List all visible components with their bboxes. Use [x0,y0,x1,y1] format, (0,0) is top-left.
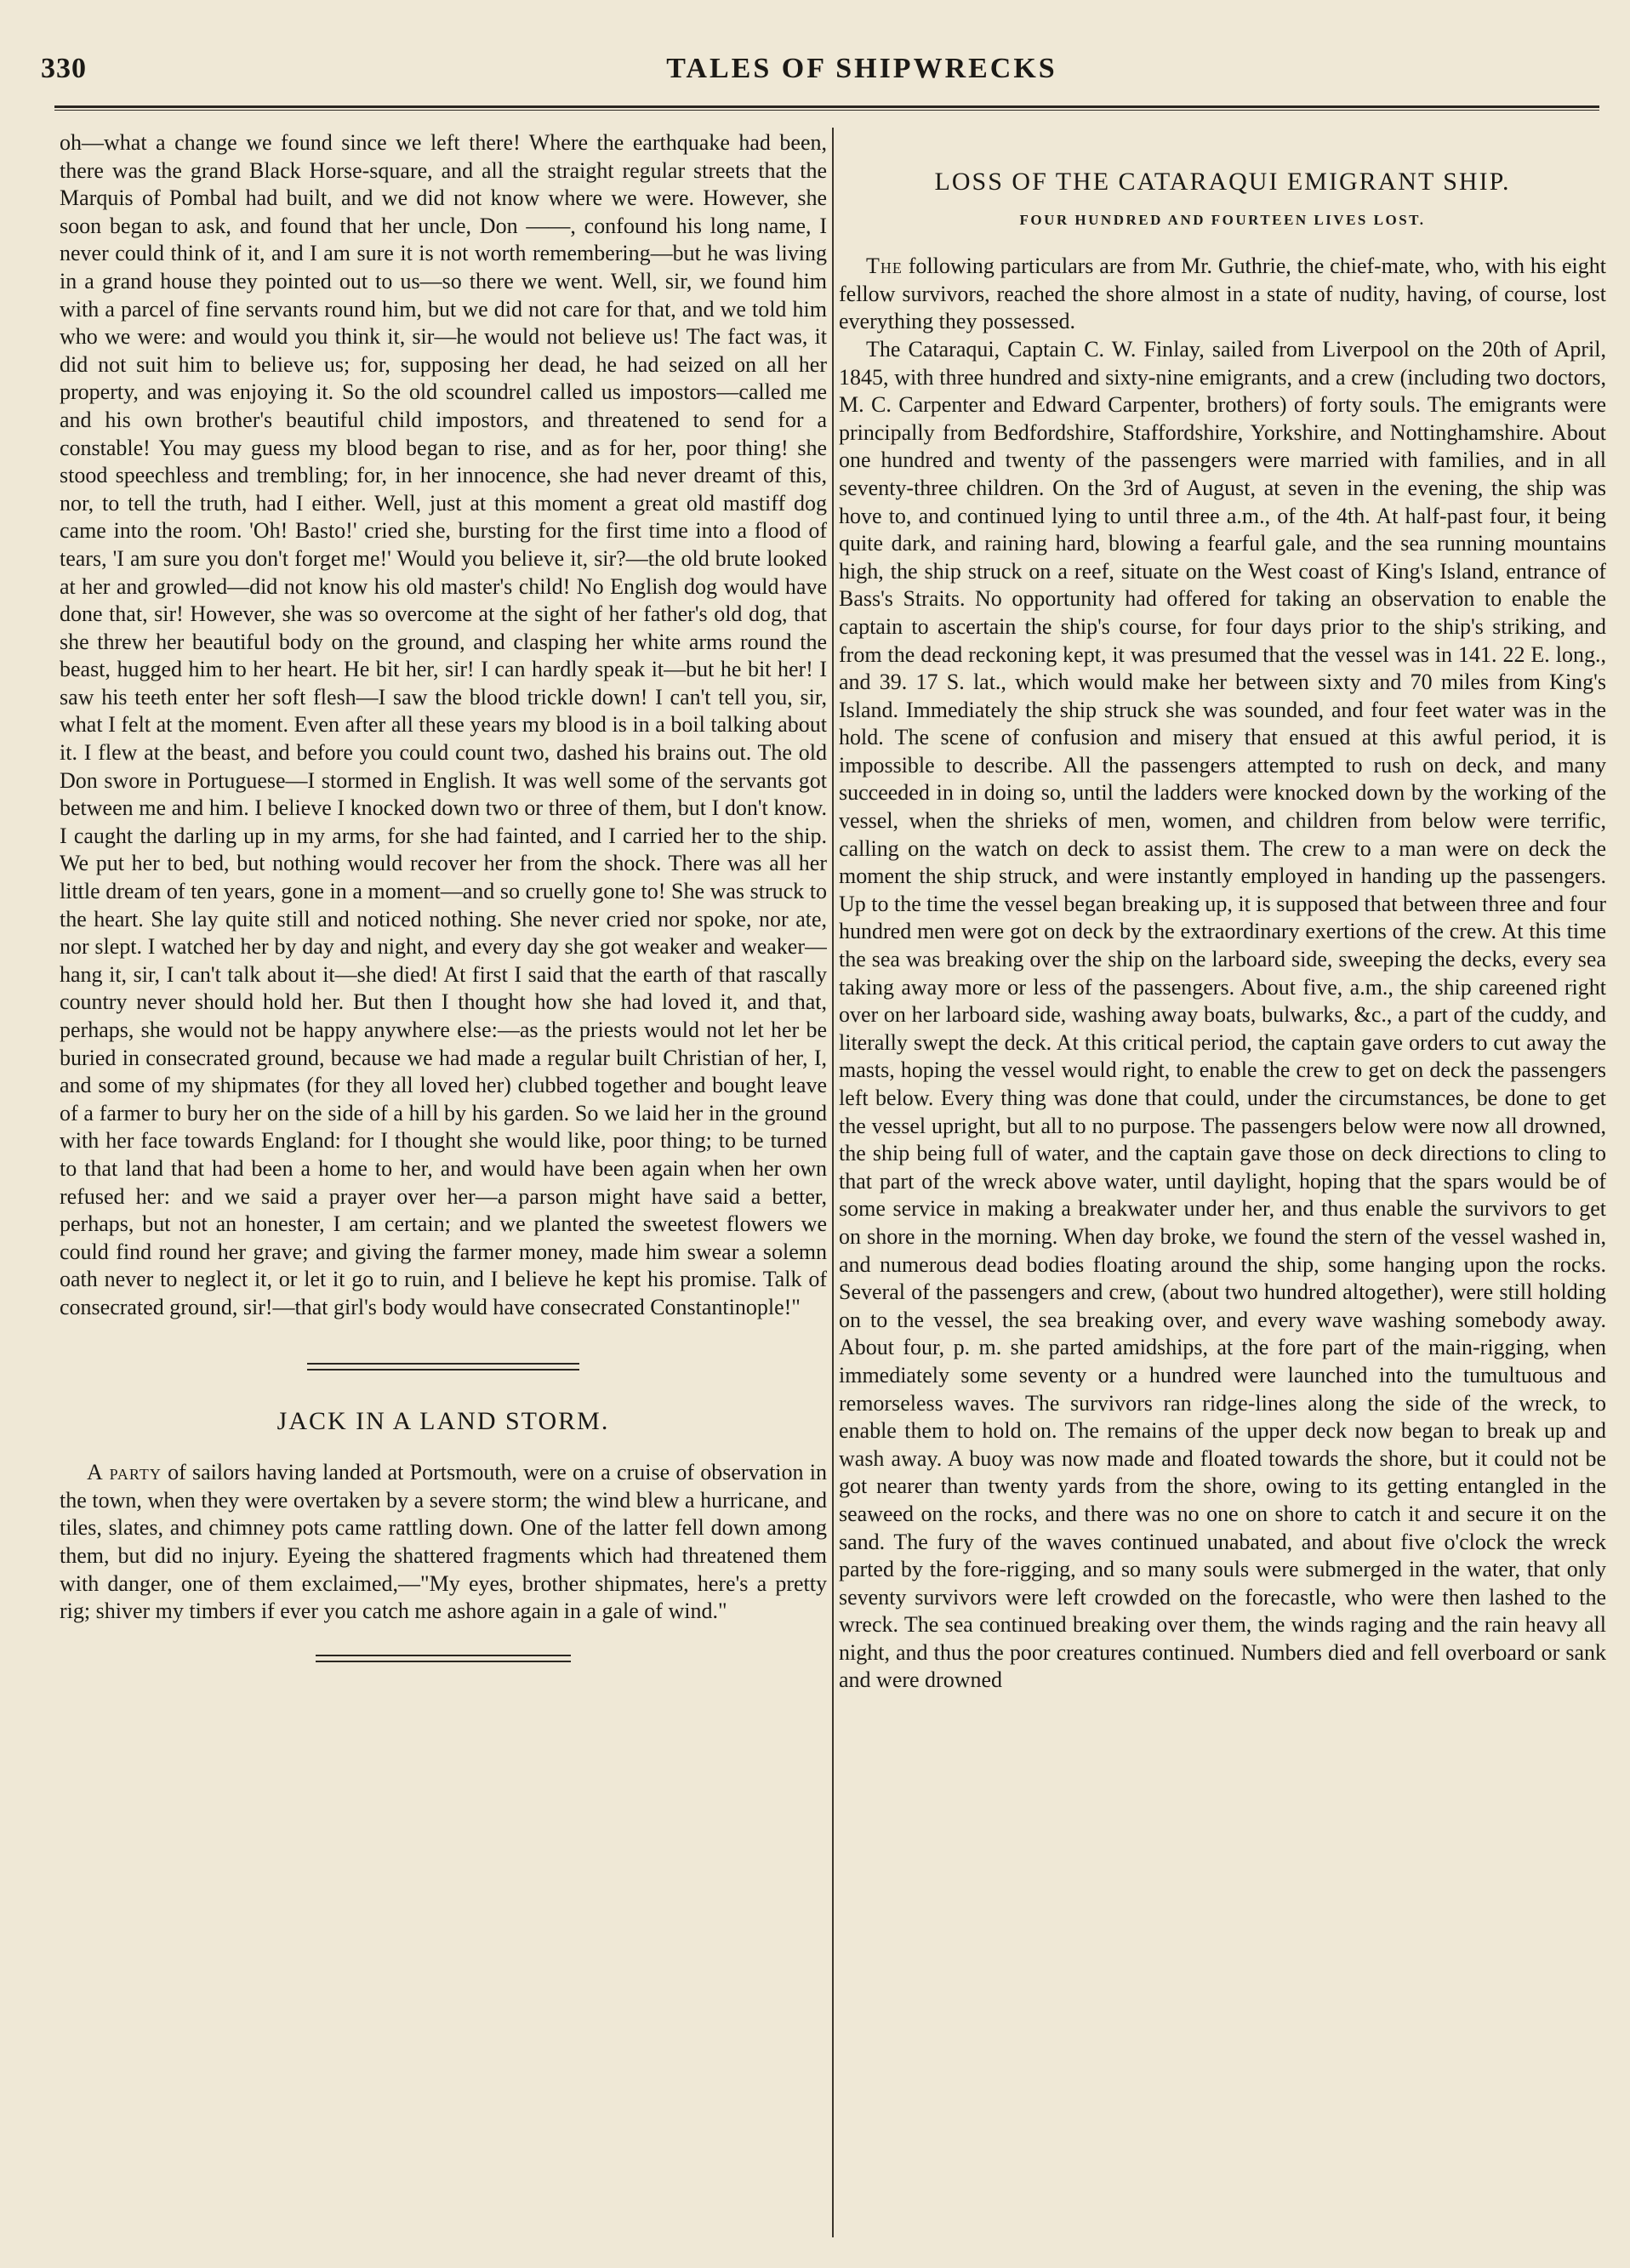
jack-lead-words: A party [87,1460,162,1485]
jack-body: of sailors having landed at Portsmouth, were on a cruise of observation in the town, when they were overtaken by a severe storm; the wind blew a hurricane, and tiles, slates, and chimney pots came rattling down. One of the latter fell down among them, but did no injury. Eyeing the shattered fragments which had threatened them with danger, one of them exclaimed,—"My eyes, brother shipmates, here's a pretty rig; shiver my timbers if ever you catch me ashore again in a gale of wind." [60,1460,827,1624]
jack-heading: JACK IN A LAND STORM. [276,1406,610,1435]
story-continuation: oh—what a change we found since we left there! Where the earthquake had been, there was the grand Black Horse-square, and all the straight regular streets that the Marquis of Pombal had built, and we did not know where we were. However, she soon began to ask, and found that her uncle, Don ——, confound his long name, I never could think of it, and I am sure it is not worth remembering—but he was living in a grand house they pointed out to us—so there we went. Well, sir, we found him with a parcel of fine servants round him, but we did not care for that, and we told him who we were: and would you think it, sir—he would not believe us! The fact was, it did not suit him to believe us; for, supposing her dead, he had seized on all her property, and was enjoying it. So the old scoundrel called us impostors—called me and his own brother's beautiful child impostors, and threatened to send for a constable! You may guess my blood began to rise, and as for her, poor thing! she stood speechless and trembling; for, in her innocence, she had never dreamt of this, nor, to tell the truth, had I either. Well, just at this moment a great old mastiff dog came into the room. 'Oh! Basto!' cried she, bursting for the first time into a flood of tears, 'I am sure you don't forget me!' Would you believe it, sir?—the old brute looked at her and growled—did not know his old master's child! No English dog would have done that, sir! However, she was so overcome at the sight of her father's old dog, that she threw her beautiful body on the ground, and clasping her white arms round the beast, hugged him to her heart. He bit her, sir! I can hardly speak it—but he bit her! I saw his teeth enter her soft flesh—I saw the blood trickle down! I can't tell you, sir, what I felt at the moment. Even after all these years my blood is in a boil talking about it. I flew at the beast, and before you could count two, dashed his brains out. The old Don swore in Portuguese—I stormed in English. It was well some of the servants got between me and him. I believe I knocked down two or three of them, but I don't know. I caught the darling up in my arms, for she had fainted, and I carried her to the ship. We put her to bed, but nothing would recover her from the shock. There was all her little dream of ten years, gone in a moment—and so cruelly gone to! She was struck to the heart. She lay quite still and noticed nothing. She never cried nor spoke, nor ate, nor slept. I watched her by day and night, and every day she got weaker and weaker—hang it, sir, I can't talk about it—she died! At first I said that the earth of that rascally country never should hold her. But then I thought how she had loved it, and that, perhaps, she would not be happy anywhere else:—as the priests would not let her be buried in consecrated ground, because we had made a regular built Christian of her, I, and some of my shipmates (for they all loved her) clubbed together and bought leave of a farmer to bury her on the side of a hill by his garden. So we laid her in the ground with her face towards England: for I thought she would like, poor thing; to be turned to that land that had been a home to her, and would have been again when her own refused her: and we said a prayer over her—a parson might have said a better, perhaps, but not an honester, I am certain; and we planted the sweetest flowers we could find round her grave; and giving the farmer money, made him swear a solemn oath never to neglect it, or let it go to ruin, and I believe he kept his promise. Talk of consecrated ground, sir!—that girl's body would have consecrated Constantinople!" [60,130,827,1319]
cataraqui-intro [839,253,1606,336]
right-column [839,129,1606,2239]
end-divider [316,1655,571,1662]
cataraqui-subheading: FOUR HUNDRED AND FOURTEEN LIVES LOST. [1019,211,1426,228]
running-title: TALES OF SHIPWRECKS [666,53,1057,84]
cataraqui-heading: LOSS OF THE CATARAQUI EMIGRANT SHIP. [934,168,1511,196]
intro-lead-word: The [866,254,903,279]
running-head [0,53,1630,90]
intro-body: following particulars are from Mr. Guthrie, the chief-mate, who, with his eight fellow survivors, reached the shore almost in a state of nudity, having, of course, lost everything they possessed. [839,254,1606,334]
header-rule [54,105,1599,111]
page-number: 330 [41,53,87,84]
cataraqui-account: The Cataraqui, Captain C. W. Finlay, sailed from Liverpool on the 20th of April, 1845, with three hundred and sixty-nine emigrants, and a crew (including two doctors, M. C. Carpenter and Edward Carpenter, brothers) of forty souls. The emigrants were principally from Bedfordshire, Staffordshire, Yorkshire, and Nottinghamshire. About one hundred and twenty of the passengers were married with families, and in all seventy-three children. On the 3rd of August, at seven in the evening, the ship was hove to, and continued lying to until three a.m., of the 4th. At half-past four, it being quite dark, and raining hard, blowing a fearful gale, and the sea running mountains high, the ship struck on a reef, situate on the West coast of King's Island, entrance of Bass's Straits. No opportunity had offered for taking an observation to enable the captain to ascertain the ship's course, for four days prior to the ship's striking, and from the dead reckoning kept, it was presumed that the vessel was in 141. 22 E. long., and 39. 17 S. lat., which would make her between sixty and 70 miles from King's Island. Immediately the ship struck she was sounded, and four feet water was in the hold. The scene of confusion and misery that ensued at this awful period, it is impossible to describe. All the passengers attempted to rush on deck, and many succeeded in in doing so, until the ladders were knocked down by the working of the vessel, when the shrieks of men, women, and children from below were terrific, calling on the watch on deck to assist them. The crew to a man were on deck the moment the ship struck, and were instantly employed in handing up the passengers. Up to the time the vessel began breaking up, it is supposed that between three and four hundred men were got on deck by the extraordinary exertions of the crew. At this time the sea was breaking over the ship on the larboard side, sweeping the decks, every sea taking away more or less of the passengers. About five, a.m., the ship careened right over on her larboard side, washing away boats, bulwarks, &c., a part of the cuddy, and literally swept the deck. At this critical period, the captain gave orders to cut away the masts, hoping the vessel would right, to enable the crew to get on deck the passengers left below. Every thing was done that could, under the circumstances, be done to get the vessel upright, but all to no purpose. The passengers below were now all drowned, the ship being full of water, and the captain gave those on deck directions to cling to that part of the wreck above water, until daylight, hoping that the spars would be of some service in making a breakwater under her, and thus enable the survivors to get on shore in the morning. When day broke, we found the stern of the vessel washed in, and numerous dead bodies floating around the ship, some hanging upon the rocks. Several of the passengers and crew, (about two hundred altogether), were still holding on to the vessel, the sea breaking over, and every wave washing somebody away. About four, p. m. she parted amidships, at the fore part of the main-rigging, when immediately some seventy or a hundred were launched into the tumultuous and remorseless waves. The survivors ran ridge-lines along the side of the wreck, to enable them to hold on. The remains of the upper deck now began to break up and wash away. A buoy was now made and floated towards the shore, but it could not be got nearer than twenty yards from the shore, owing to its getting entangled in the seaweed on the rocks, and there was no one on shore to catch it and secure it on the sand. The fury of the waves continued unabated, and about five o'clock the wreck parted by the fore-rigging, and so many souls were submerged in the water, that only seventy survivors were left crowded on the forecastle, who were then lashed to the wreck. The sea continued breaking over them, the winds raging and the rain heavy all night, and thus the poor creatures continued. Numbers died and fell overboard or sank and were drowned [839,336,1606,1693]
column-divider [832,128,834,2237]
section-divider [307,1363,579,1370]
left-column [60,129,827,2239]
jack-paragraph [60,1459,827,1626]
